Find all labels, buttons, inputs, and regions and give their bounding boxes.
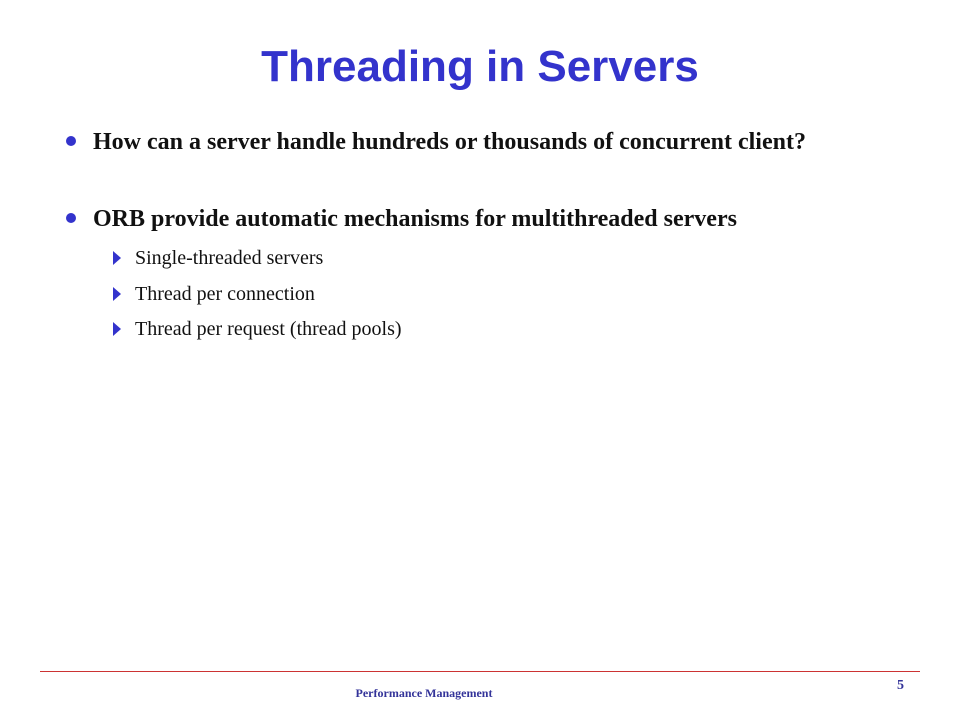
triangle-bullet-icon [113, 322, 121, 336]
bullet-item [66, 203, 886, 235]
disc-bullet-icon [66, 136, 76, 146]
sub-bullet-item [113, 281, 873, 307]
sub-bullet-item [113, 316, 873, 342]
footer-divider [40, 671, 920, 672]
bullet-text: ORB provide automatic mechanisms for multithreaded servers [93, 206, 737, 232]
sub-bullet-item [113, 245, 873, 271]
page-number: 5 [897, 678, 904, 693]
slide-title: Threading in Servers [261, 42, 699, 91]
bullet-text: How can a server handle hundreds or thousands of concurrent client? [93, 129, 806, 155]
disc-bullet-icon [66, 213, 76, 223]
bullet-item [66, 126, 886, 158]
triangle-bullet-icon [113, 287, 121, 301]
sub-bullet-text: Thread per request (thread pools) [135, 318, 402, 340]
sub-bullet-text: Thread per connection [135, 283, 315, 305]
triangle-bullet-icon [113, 251, 121, 265]
sub-bullet-text: Single-threaded servers [135, 247, 324, 269]
footer-title: Performance Management [355, 686, 493, 700]
